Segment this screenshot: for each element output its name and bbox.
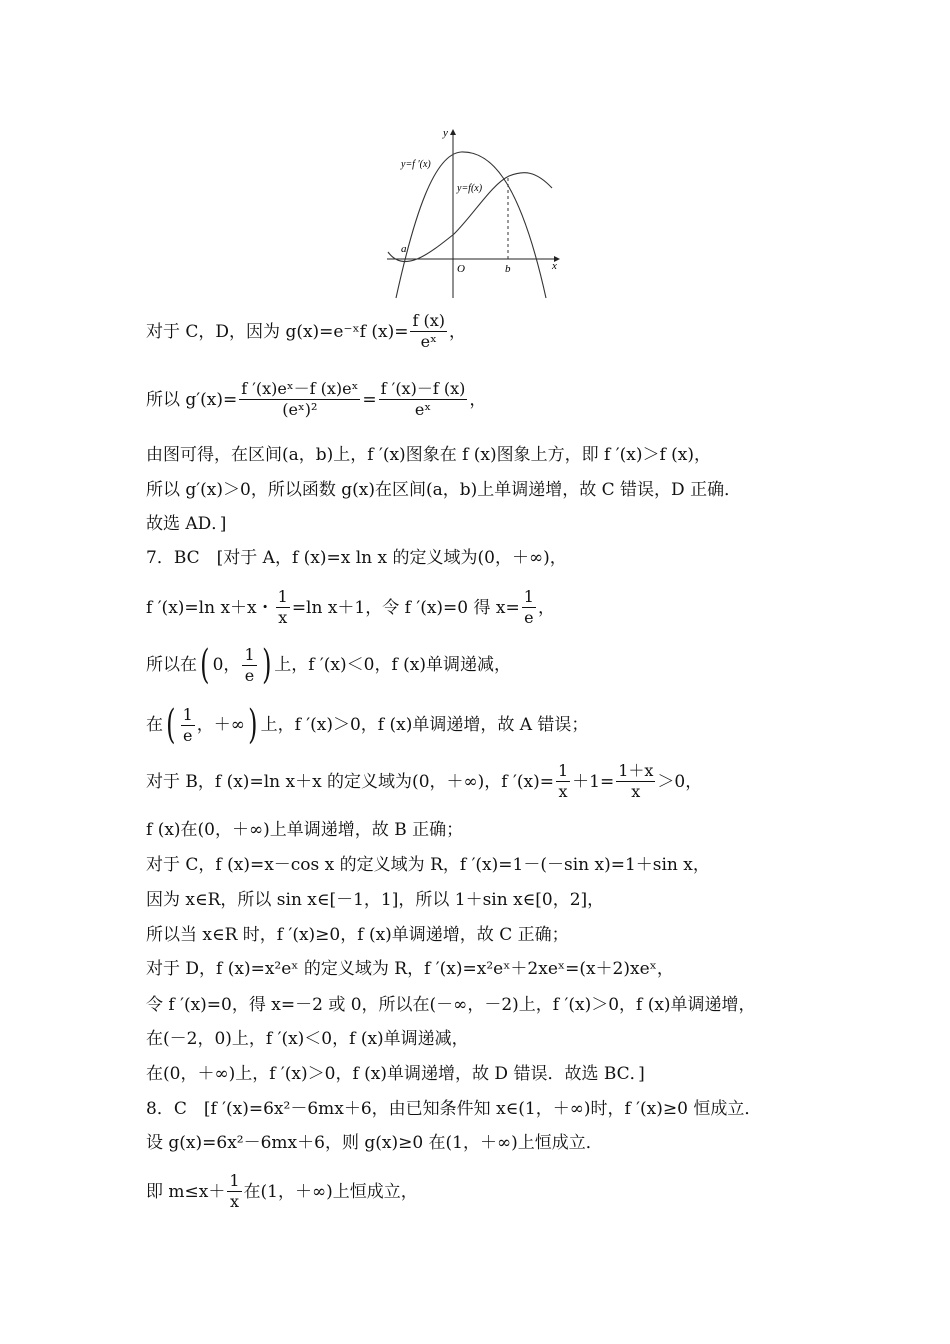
label-a: a	[401, 243, 407, 255]
text-run: 由图可得，在区间(a，b)上，f ′(x)图象在 f (x)图象上方，即 f ′(x)＞f (x)，	[146, 445, 711, 465]
text-line	[146, 957, 674, 981]
fraction	[239, 380, 360, 419]
big-parenthesis: )	[261, 642, 272, 688]
text-run: 对于 B，f (x)=ln x＋x 的定义域为(0，＋∞)，f ′(x)=	[146, 771, 554, 792]
text-run: ，	[448, 321, 466, 342]
text-line	[146, 380, 486, 419]
fraction-denominator: eˣ	[414, 400, 432, 419]
fraction	[242, 646, 256, 685]
text-run: 对于 C，f (x)=x－cos x 的定义域为 R，f ′(x)=1－(－sin x)=1＋sin x，	[146, 855, 710, 875]
text-run: 对于 D，f (x)=x²eˣ 的定义域为 R，f ′(x)=x²eˣ＋2xeˣ=(x＋2)xeˣ，	[146, 959, 674, 979]
text-run: 上，f ′(x)＜0，f (x)单调递减，	[274, 655, 512, 675]
text-line	[146, 702, 589, 748]
text-line	[146, 588, 555, 627]
fraction-denominator: eˣ	[420, 332, 437, 351]
text-run: ＋1=	[572, 771, 615, 792]
text-run: 在	[146, 715, 163, 735]
text-line	[146, 888, 604, 912]
text-run: 在(－2，0)上，f ′(x)＜0，f (x)单调递减，	[146, 1029, 469, 1049]
fraction-numerator: f ′(x)eˣ－f (x)eˣ	[241, 379, 359, 398]
text-line	[146, 762, 702, 801]
label-x-axis: x	[552, 260, 557, 272]
big-parenthesis: (	[166, 702, 176, 748]
fraction	[522, 588, 536, 627]
fraction-numerator: f ′(x)－f (x)	[380, 379, 466, 398]
fraction	[556, 762, 570, 801]
text-run: 8．C [f ′(x)=6x²－6mx＋6，由已知条件知 x∈(1，＋∞)时，f ′(x)≥0 恒成立．	[146, 1099, 762, 1119]
text-run: f (x)在(0，＋∞)上单调递增，故 B 正确；	[146, 820, 464, 840]
fraction	[227, 1172, 241, 1211]
fraction	[181, 706, 195, 745]
fraction	[276, 588, 290, 627]
text-run: 所以在	[146, 655, 197, 675]
text-line	[146, 1027, 469, 1051]
fraction-denominator: x	[229, 1192, 239, 1211]
fraction-numerator: 1	[557, 761, 569, 780]
text-run: 对于 C，D，因为 g(x)=e⁻ˣf (x)=	[146, 321, 409, 342]
text-run: 令 f ′(x)=0，得 x=－2 或 0，所以在(－∞，－2)上，f ′(x)＞0，f (x)单调递增，	[146, 995, 756, 1015]
text-run: 即 m≤x＋	[146, 1181, 226, 1202]
big-parenthesis: )	[248, 702, 258, 748]
text-line	[146, 818, 463, 842]
text-run: f ′(x)=ln x＋x・	[146, 597, 274, 618]
label-f: y=f(x)	[457, 183, 483, 194]
y-axis-arrow	[450, 129, 456, 135]
text-run: 7．BC [对于 A，f (x)=x ln x 的定义域为(0，＋∞)，	[146, 548, 567, 568]
text-line	[146, 312, 466, 351]
text-run: =ln x＋1，令 f ′(x)=0 得 x=	[291, 597, 520, 618]
fraction-numerator: f (x)	[412, 311, 445, 330]
label-y-axis: y	[443, 127, 448, 139]
text-line	[146, 512, 226, 536]
fraction-denominator: x	[631, 782, 641, 801]
fraction-numerator: 1	[182, 704, 193, 724]
text-run: 上，f ′(x)＞0，f (x)单调递增，故 A 错误；	[260, 715, 589, 735]
text-run: 在(0，＋∞)上，f ′(x)＞0，f (x)单调递增，故 D 错误．故选 BC．]	[146, 1064, 645, 1084]
text-run: 所以当 x∈R 时，f ′(x)≥0，f (x)单调递增，故 C 正确；	[146, 925, 569, 945]
fraction-numerator: 1＋x	[618, 761, 654, 780]
fraction-denominator: e	[244, 665, 255, 685]
text-run: =	[362, 389, 377, 410]
text-line	[146, 853, 710, 877]
fraction-numerator: 1	[277, 587, 288, 606]
fraction-denominator: e	[524, 608, 534, 627]
label-b: b	[505, 263, 511, 275]
text-line	[146, 642, 512, 688]
fraction-numerator: 1	[523, 587, 534, 606]
text-line	[146, 1172, 418, 1211]
text-run: ，	[469, 389, 487, 410]
text-line	[146, 993, 756, 1017]
text-line	[146, 1062, 645, 1086]
text-line	[146, 478, 741, 502]
fraction	[410, 312, 447, 351]
text-line	[146, 1097, 761, 1121]
text-run: ，	[537, 597, 555, 618]
fraction	[379, 380, 468, 419]
text-run: ，＋∞	[196, 715, 245, 735]
text-line	[146, 443, 711, 467]
fraction-denominator: (eˣ)²	[282, 400, 318, 419]
text-run: 在(1，＋∞)上恒成立，	[243, 1181, 418, 1202]
fraction	[616, 762, 655, 801]
text-run: 设 g(x)=6x²－6mx＋6，则 g(x)≥0 在(1，＋∞)上恒成立．	[146, 1133, 603, 1153]
label-origin: O	[457, 263, 465, 275]
fraction-denominator: x	[558, 782, 568, 801]
text-run: 所以 g′(x)=	[146, 389, 238, 410]
text-run: ＞0，	[657, 771, 703, 792]
text-run: 故选 AD．]	[146, 514, 227, 534]
text-line	[146, 546, 567, 570]
function-graph-figure	[384, 126, 564, 304]
text-line	[146, 1131, 603, 1155]
text-run: 所以 g′(x)＞0，所以函数 g(x)在区间(a，b)上单调递增，故 C 错误，D 正确．	[146, 480, 742, 500]
text-line	[146, 923, 569, 947]
text-run: 0，	[212, 655, 241, 675]
label-fprime: y=f ′(x)	[401, 159, 431, 170]
fraction-denominator: e	[182, 725, 193, 745]
fraction-denominator: x	[278, 608, 288, 627]
text-run: 因为 x∈R，所以 sin x∈[－1，1]，所以 1＋sin x∈[0，2]，	[146, 890, 605, 910]
big-parenthesis: (	[200, 642, 210, 688]
derivative-curve	[396, 152, 546, 298]
fraction-numerator: 1	[229, 1171, 240, 1190]
fraction-numerator: 1	[244, 644, 255, 664]
